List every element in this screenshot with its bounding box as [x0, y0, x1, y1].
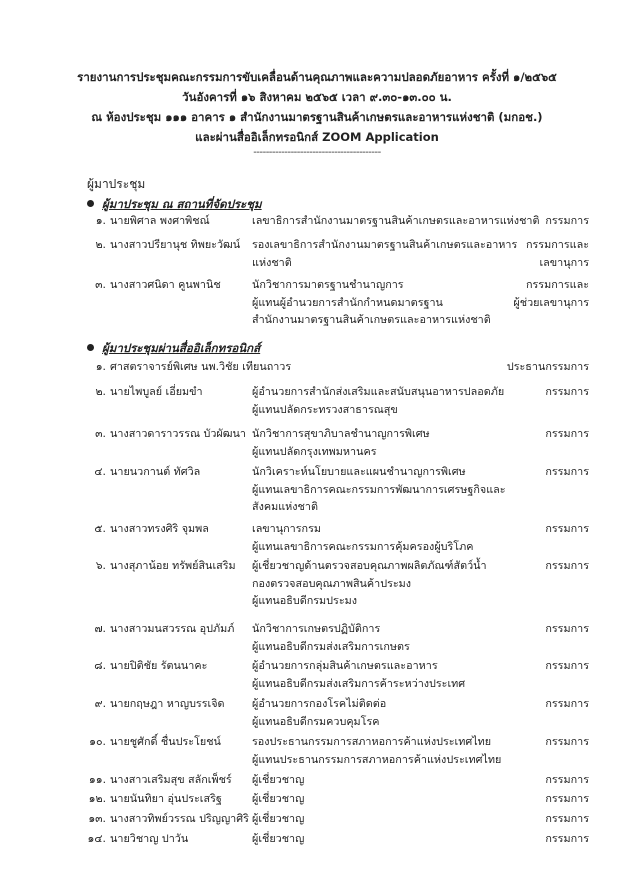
member-number: ๑๒.: [88, 792, 106, 805]
member-position: [252, 463, 506, 516]
section-header-2: [87, 340, 260, 356]
header-line-4: และผ่านสื่ออิเล็กทรอนิกส์ ZOOM Application: [195, 130, 439, 144]
member-number: ๓.: [95, 278, 106, 291]
member-name: นางสาวดาราวรรณ บัวผัฒนา: [110, 427, 246, 440]
member-role: [545, 733, 589, 751]
member-position: [252, 276, 491, 329]
member-position-line: ผู้เชี่ยวชาญ: [252, 792, 305, 805]
member-number: ๑๐.: [89, 735, 106, 748]
header-line-1: รายงานการประชุมคณะกรรมการขับเคลื่อนด้านคุณภาพและความปลอดภัยอาหาร ครั้งที่ ๑/๒๕๖๕: [77, 70, 557, 84]
member-role: [545, 771, 589, 789]
member-number: ๗.: [94, 622, 106, 635]
member-role-line: กรรมการ: [545, 559, 589, 572]
member-role: [545, 830, 589, 848]
member-position-line: ผู้เชี่ยวชาญด้านตรวจสอบคุณภาพผลิตภัณฑ์สัตว์น้ำ: [252, 559, 487, 572]
member-position-line: ผู้เชี่ยวชาญ: [252, 812, 305, 825]
bullet-icon: [87, 344, 94, 351]
member-role-line: ประธานกรรมการ: [506, 360, 589, 373]
member-position-line: ผู้แทนเลขาธิการคณะกรรมการคุ้มครองผู้บริโภค: [252, 539, 474, 553]
member-role-line: กรรมการ: [545, 792, 589, 805]
member-number: ๒.: [95, 385, 106, 398]
member-position-line: ผู้เชี่ยวชาญ: [252, 773, 305, 786]
member-position: [252, 830, 304, 848]
member-position-line: ผู้อำนวยการกลุ่มสินค้าเกษตรและอาหาร: [252, 659, 438, 672]
member-role-line: กรรมการและ: [525, 238, 589, 251]
member-role: [545, 620, 589, 638]
member-position-line: สังคมแห่งชาติ: [252, 500, 318, 513]
member-number: ๑๑.: [88, 773, 106, 786]
member-number: ๔.: [94, 465, 106, 478]
member-role: [526, 236, 589, 271]
member-name: นางสุภาน้อย ทรัพย์สินเสริม: [110, 559, 236, 572]
member-position-line: ผู้เชี่ยวชาญ: [252, 832, 305, 845]
member-name: นายพิศาล พงศาพิชณ์: [110, 214, 210, 227]
attendees-title: ผู้มาประชุม: [87, 177, 146, 191]
member-number: ๑.: [95, 214, 106, 227]
member-name: นายกฤษฎา หาญบรรเจิด: [110, 697, 225, 710]
section-header-1: [87, 196, 262, 212]
header-line-3: ณ ห้องประชุม ๑๑๑ อาคาร ๑ สำนักงานมาตรฐานสินค้าเกษตรและอาหารแห่งชาติ (มกอช.): [91, 110, 543, 124]
member-role-line: เลขานุการ: [539, 255, 589, 269]
member-position: [252, 212, 539, 230]
member-role-line: กรรมการ: [545, 214, 589, 227]
member-role-line: กรรมการ: [545, 622, 589, 635]
member-role: [507, 358, 589, 376]
section-title: ผู้มาประชุมผ่านสื่ออิเล็กทรอนิกส์: [102, 341, 261, 355]
member-position: [252, 771, 304, 789]
member-name: นางสาวเสริมสุข สลักเพ็ชร์: [110, 773, 232, 786]
member-name: นายวิชาญ ปาวัน: [110, 832, 189, 845]
member-name: นางสาวมนสวรรณ อุปภัมภ์: [110, 622, 235, 635]
member-role-line: กรรมการ: [545, 659, 589, 672]
member-number: ๑๔.: [87, 832, 106, 845]
member-number: ๘.: [94, 659, 106, 672]
member-role-line: กรรมการ: [545, 427, 589, 440]
member-role: [545, 425, 589, 443]
member-role: [545, 383, 589, 401]
member-role: [545, 657, 589, 675]
member-position: [252, 383, 504, 418]
member-role: [513, 276, 589, 311]
member-number: ๑.: [95, 360, 106, 373]
member-position-line: นักวิชาการสุขาภิบาลชำนาญการพิเศษ: [252, 427, 430, 440]
member-role-line: กรรมการ: [545, 385, 589, 398]
member-role-line: กรรมการ: [545, 522, 589, 535]
member-position-line: ผู้อำนวยการกองโรคไม่ติดต่อ: [252, 697, 387, 710]
member-position-line: นักวิเคราะห์นโยบายและแผนชำนาญการพิเศษ: [252, 465, 466, 478]
member-role-line: กรรมการ: [545, 773, 589, 786]
header-separator: -----------------------------------------: [253, 147, 381, 158]
member-name: ศาสตราจารย์พิเศษ นพ.วิชัย เทียนถาวร: [110, 360, 292, 373]
member-position-line: ผู้แทนเลขาธิการคณะกรรมการพัฒนาการเศรษฐกิจและ: [252, 482, 506, 496]
member-name: นายไพบูลย์ เอี่ยมขำ: [110, 385, 203, 398]
member-position: [252, 520, 473, 555]
member-role: [545, 557, 589, 575]
member-role: [545, 695, 589, 713]
member-number: ๙.: [94, 697, 106, 710]
member-role-line: กรรมการ: [545, 735, 589, 748]
member-position-line: ผู้อำนวยการสำนักส่งเสริมและสนับสนุนอาหารปลอดภัย: [252, 385, 505, 398]
member-name: นายนวกานต์ ทัศวิล: [110, 465, 201, 478]
member-position-line: ผู้แทนอธิบดีกรมควบคุมโรค: [252, 714, 380, 728]
member-position-line: ผู้แทนประธานกรรมการสภาหอการค้าแห่งประเทศไทย: [252, 752, 502, 766]
member-position-line: เลขาธิการสำนักงานมาตรฐานสินค้าเกษตรและอาหารแห่งชาติ: [252, 214, 540, 227]
member-number: ๓.: [95, 427, 106, 440]
member-position: [252, 236, 517, 271]
member-name: นายนันทิยา อุ่นประเสริฐ: [110, 792, 222, 805]
member-role-line: กรรมการ: [545, 832, 589, 845]
member-position: [252, 733, 501, 768]
member-position-line: กองตรวจสอบคุณภาพสินค้าประมง: [252, 576, 412, 590]
member-position: [252, 790, 304, 808]
member-position: [252, 557, 487, 610]
member-position-line: ผู้แทนอธิบดีกรมส่งเสริมการเกษตร: [252, 639, 410, 653]
member-role: [545, 790, 589, 808]
member-name: นางสาวทรงศิริ จุมพล: [110, 522, 209, 535]
member-role-line: กรรมการ: [545, 697, 589, 710]
member-number: ๖.: [95, 559, 106, 572]
section-title: ผู้มาประชุม ณ สถานที่จัดประชุม: [102, 197, 262, 211]
bullet-icon: [87, 200, 94, 207]
member-number: ๒.: [95, 238, 106, 251]
member-position-line: นักวิชาการเกษตรปฏิบัติการ: [252, 622, 381, 635]
member-number: ๑๓.: [88, 812, 106, 825]
member-position-line: ผู้แทนปลัดกรุงเทพมหานคร: [252, 444, 377, 458]
member-role: [545, 212, 589, 230]
member-position-line: เลขานุการกรม: [252, 522, 321, 535]
member-position-line: แห่งชาติ: [252, 255, 292, 269]
member-position-line: ผู้แทนปลัดกระทรวงสาธารณสุข: [252, 402, 398, 416]
member-role: [545, 810, 589, 828]
member-position-line: ผู้แทนอธิบดีกรมประมง: [252, 594, 358, 607]
member-position-line: ผู้แทนอธิบดีกรมส่งเสริมการค้าระหว่างประเทศ: [252, 676, 466, 690]
member-role-line: กรรมการ: [545, 812, 589, 825]
member-position-line: รองเลขาธิการสำนักงานมาตรฐานสินค้าเกษตรและอาหาร: [252, 238, 518, 251]
member-position-line: นักวิชาการมาตรฐานชำนาญการ: [252, 278, 404, 291]
member-role-line: กรรมการ: [545, 465, 589, 478]
member-name: นางสาวทิพย์วรรณ ปริญญาศิริ: [110, 812, 249, 825]
member-number: ๕.: [94, 522, 106, 535]
member-position: [252, 620, 410, 655]
member-position-line: สำนักงานมาตรฐานสินค้าเกษตรและอาหารแห่งชาติ: [252, 313, 491, 326]
member-position: [252, 425, 430, 460]
member-role: [545, 463, 589, 481]
document-header: [0, 67, 634, 159]
member-name: นายปิติชัย รัตนนาคะ: [110, 659, 208, 672]
member-role-line: กรรมการและ: [525, 278, 589, 291]
header-line-2: วันอังคารที่ ๑๖ สิงหาคม ๒๕๖๕ เวลา ๙.๓๐-๑๓.๐๐ น.: [182, 90, 452, 104]
member-position: [252, 810, 304, 828]
member-position: [252, 695, 386, 730]
member-name: นางสาวศนิดา คูนพานิช: [110, 278, 221, 291]
member-name: นายชูศักดิ์ ชื่นประโยชน์: [110, 735, 221, 748]
member-position-line: รองประธานกรรมการสภาหอการค้าแห่งประเทศไทย: [252, 735, 492, 748]
member-name: นางสาวปรียานุช ทิพยะวัฒน์: [110, 238, 241, 251]
member-position-line: ผู้แทนผู้อำนวยการสำนักกำหนดมาตรฐาน: [252, 295, 443, 309]
member-role: [545, 520, 589, 538]
member-role-line: ผู้ช่วยเลขานุการ: [513, 295, 589, 309]
member-position: [252, 657, 465, 692]
